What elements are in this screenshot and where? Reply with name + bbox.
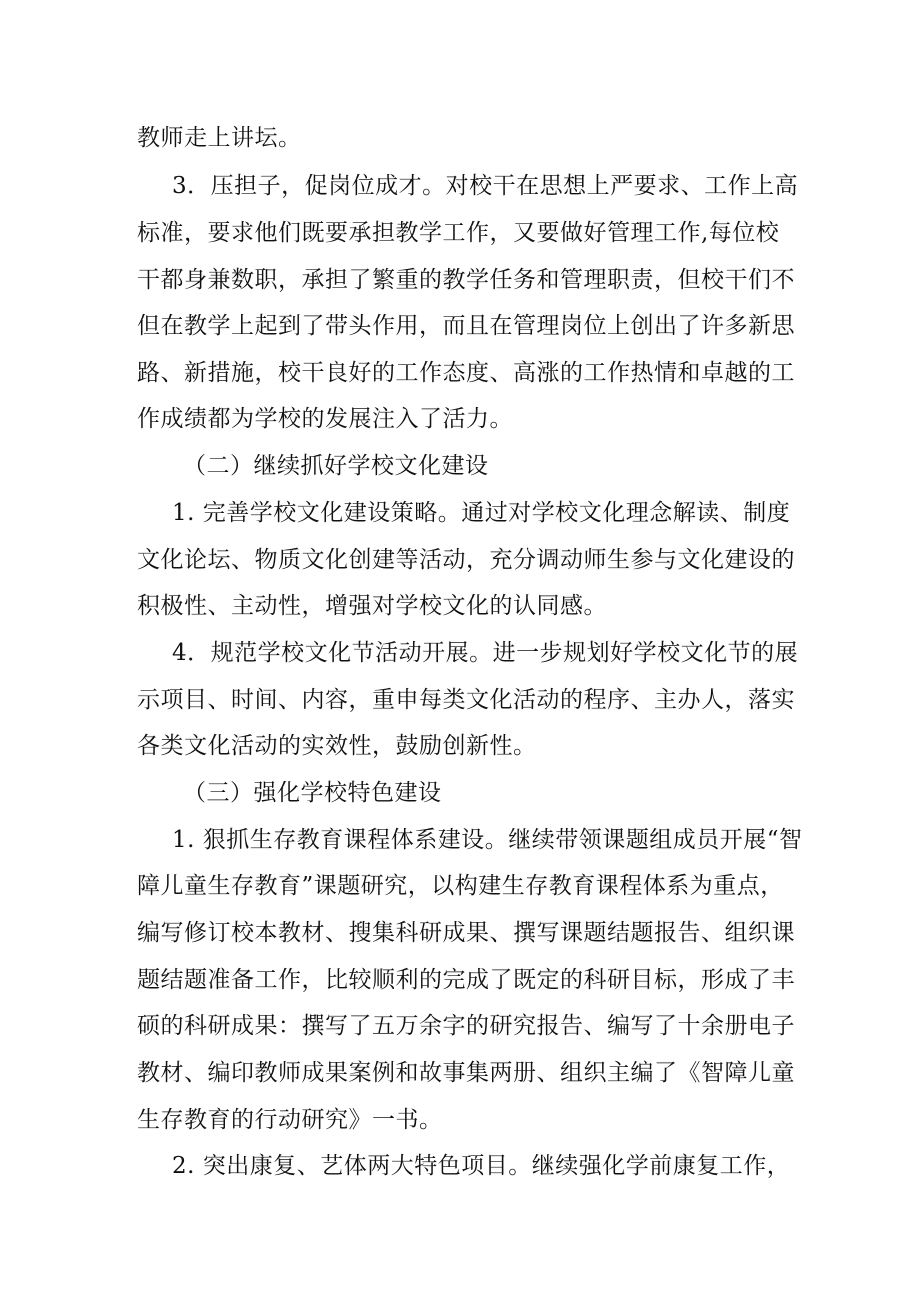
text-line: 但在教学上起到了带头作用，而且在管理岗位上创出了许多新思 <box>137 313 795 339</box>
text-line: 路、新措施，校干良好的工作态度、高涨的工作热情和卓越的工 <box>137 360 795 386</box>
text-line: 干都身兼数职，承担了繁重的教学任务和管理职责，但校干们不 <box>137 267 795 293</box>
text-line: 教材、编印教师成果案例和故事集两册、组织主编了《智障儿童 <box>137 1060 795 1086</box>
text-line: 硕的科研成果：撰写了五万余字的研究报告、编写了十余册电子 <box>137 1013 795 1039</box>
text-line: 2. 突出康复、艺体两大特色项目。继续强化学前康复工作， <box>172 1153 791 1179</box>
text-line: 编写修订校本教材、搜集科研成果、撰写课题结题报告、组织课 <box>137 920 795 946</box>
text-line: 3．压担子，促岗位成才。对校干在思想上严要求、工作上高 <box>172 173 799 199</box>
text-line: 障儿童生存教育”课题研究，以构建生存教育课程体系为重点， <box>137 873 784 899</box>
text-line: 各类文化活动的实效性，鼓励创新性。 <box>137 733 537 759</box>
section-heading: （二）继续抓好学校文化建设 <box>183 453 489 479</box>
text-line: 题结题准备工作，比较顺利的完成了既定的科研目标，形成了丰 <box>137 967 795 993</box>
text-line: 1. 完善学校文化建设策略。通过对学校文化理念解读、制度 <box>172 500 791 526</box>
text-line: 1. 狠抓生存教育课程体系建设。继续带领课题组成员开展“智 <box>172 827 803 853</box>
text-line: 生存教育的行动研究》一书。 <box>137 1107 443 1133</box>
text-line: 示项目、时间、内容，重申每类文化活动的程序、主办人，落实 <box>137 687 795 713</box>
text-line: 标准，要求他们既要承担教学工作，又要做好管理工作,每位校 <box>137 220 780 246</box>
text-line: 作成绩都为学校的发展注入了活力。 <box>137 406 513 432</box>
text-line: 文化论坛、物质文化创建等活动，充分调动师生参与文化建设的 <box>137 547 795 573</box>
section-heading: （三）强化学校特色建设 <box>183 780 442 806</box>
text-line: 教师走上讲坛。 <box>137 125 302 151</box>
text-line: 4．规范学校文化节活动开展。进一步规划好学校文化节的展 <box>172 640 799 666</box>
text-line: 积极性、主动性，增强对学校文化的认同感。 <box>137 593 607 619</box>
